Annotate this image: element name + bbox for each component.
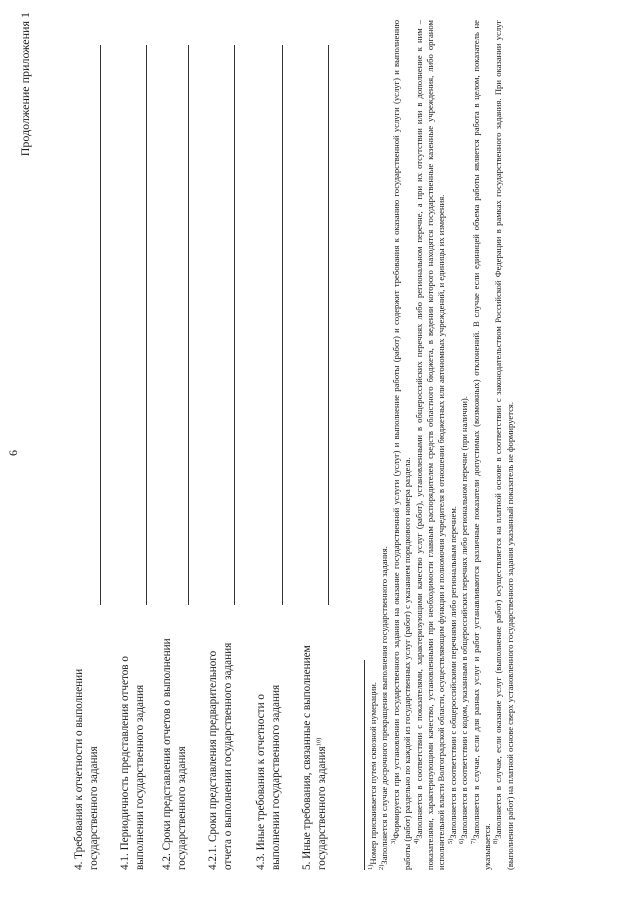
footnote-text: Номер присваивается путем сквозной нумерации.: [368, 682, 378, 865]
footnote-item: [459, 20, 470, 870]
page-number: 6: [6, 450, 20, 456]
footnote-mark: 8): [492, 838, 500, 844]
footnote-text: Заполняется в соответствии с показателями, характеризующими качество услуг (работ), установленными в общероссийских перечнях либо региональном перечне, а при их отсутствии или в дополнение к ним – показателями, характеризующими качество, установленными при необходимости главным распорядителем средств областного бюджета, в ведении которого находятся государственные казенные учреждения, либо органом исполнительной власти Волгоградской области, осуществляющим функции и полномочия учредителя в отношении бюджетных или автономных учреждений, и единицы их измерения.: [413, 20, 447, 870]
footnote-mark: 1): [367, 864, 375, 870]
footnotes: [368, 20, 516, 870]
footnote-item: [493, 20, 516, 870]
requirement-label: [300, 635, 330, 870]
requirement-text: 4. Требования к отчетности о выполнении государственного задания: [73, 668, 100, 870]
requirement-fill-line: [188, 45, 189, 605]
footnote-reference: 10): [315, 737, 323, 747]
footnote-item: [414, 20, 448, 870]
footnote-mark: 6): [458, 838, 466, 844]
footnote-text: Заполняется в соответствии с общероссийскими перечнями либо региональным перечнем.: [447, 506, 458, 839]
requirement-fill-line: [328, 45, 329, 605]
footnote-mark: 4): [412, 838, 420, 844]
appendix-continuation-note: Продолжение приложения 1: [18, 12, 32, 157]
requirement-text: 5. Иные требования, связанные с выполнением государственного задания: [301, 645, 328, 870]
footnote-mark: 7): [469, 838, 477, 844]
requirement-fill-line: [234, 45, 235, 605]
footnote-item: [379, 20, 390, 870]
requirement-fill-line: [100, 45, 101, 605]
footnote-item: [448, 20, 459, 870]
footnote-text: Заполняется в соответствии с кодом, указанным в общероссийских перечнях либо региональном перечне (при наличии).: [459, 396, 470, 839]
requirement-label: [206, 635, 236, 870]
footnote-text: Заполняется в случае досрочного прекращения выполнения государственного задания.: [379, 546, 390, 865]
requirement-text: 4.2. Сроки представления отчетов о выполнении государственного задания: [161, 638, 188, 870]
footnote-mark: 2): [378, 864, 386, 870]
footnote-separator: [364, 660, 365, 870]
requirement-fill-line: [282, 45, 283, 605]
footnote-item: [391, 20, 414, 870]
requirement-label: [254, 635, 284, 870]
footnote-item: [471, 20, 494, 870]
footnote-text: Заполняется в случае, если оказание услуг (выполнение работ) осуществляется на платной основе в соответствии с законодательством Российской Федерации в рамках государственного задания. При оказании услуг (выполнении работ) на платной основе сверх установленного государственного задания указанный показатель не формируется.: [493, 20, 515, 870]
footnote-text: Заполняется в случае, если для разных услуг и работ устанавливаются различные показатели допустимых (возможных) отклонений. В случае если единицей объема работы является работа в целом, показатель не указывается.: [470, 20, 493, 870]
footnote-mark: 3): [389, 838, 397, 844]
requirement-label: [118, 635, 148, 870]
footnote-item: [368, 20, 379, 870]
footnote-text: Формируется при установлении государственного задания на оказание государственной услуги (услуг) и выполнение работы (работ) и содержит требования к оказанию государственной услуги (услуг) и выполнению работы (работ) раздельно по каждой из государственных услуг (работ) с указанием порядкового номера раздела.: [390, 20, 413, 870]
requirement-text: 4.1. Периодичность представления отчетов о выполнении государственного задания: [119, 656, 146, 870]
requirement-text: 4.3. Иные требования к отчетности о выполнении государственного задания: [255, 684, 282, 870]
footnote-mark: 5): [446, 838, 454, 844]
requirement-text: 4.2.1. Сроки представления предварительного отчета о выполнении государственного задания: [207, 642, 234, 870]
requirement-label: [72, 635, 102, 870]
requirement-label: [160, 635, 190, 870]
requirement-fill-line: [146, 45, 147, 605]
